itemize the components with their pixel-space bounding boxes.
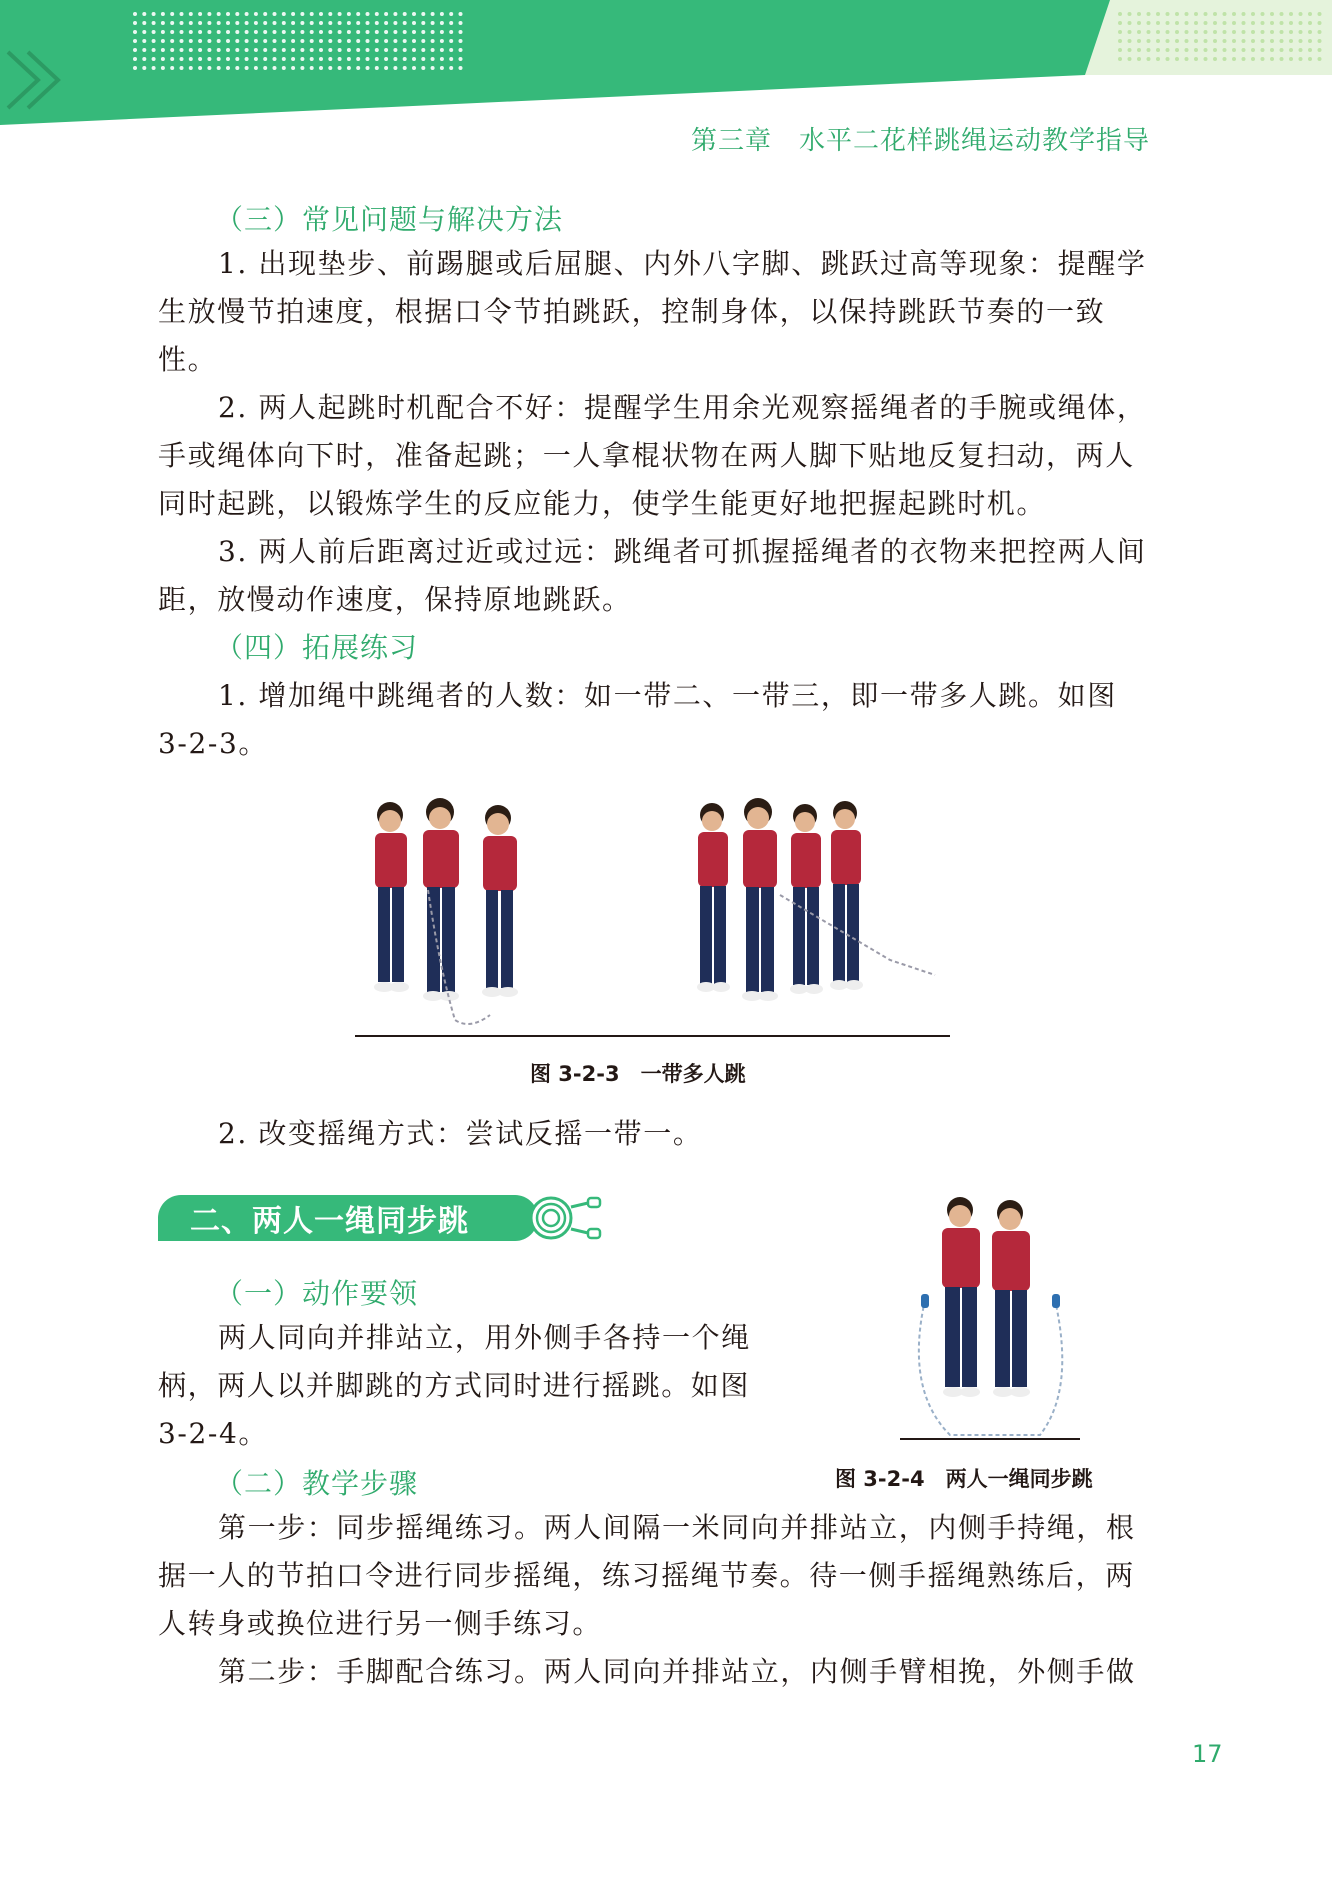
section-heading-common-problems: （三）常见问题与解决方法: [215, 203, 564, 236]
extension-paragraph-1: 1. 增加绳中跳绳者的人数：如一带二、一带三，即一带多人跳。如图 3-2-3。: [158, 679, 1117, 760]
section-heading-key-points: （一）动作要领: [215, 1277, 419, 1310]
problem-paragraph-3: 3. 两人前后距离过近或过远：跳绳者可抓握摇绳者的衣物来把控两人间距，放慢动作速度，保持原地跳跃。: [158, 535, 1147, 616]
figure-two-person-sync-jump-photo: [895, 1190, 1095, 1442]
left-group-three-jumpers: [374, 798, 518, 1024]
teaching-step-1: 第一步：同步摇绳练习。两人间隔一米同向并排站立，内侧手持绳，根据一人的节拍口令进行同步摇绳，练习摇绳节奏。待一侧手摇绳熟练后，两人转身或换位进行另一侧手练习。: [158, 1511, 1136, 1640]
section-title-two-person-sync-jump: 二、两人一绳同步跳: [190, 1204, 469, 1239]
problem-paragraph-2: 2. 两人起跳时机配合不好：提醒学生用余光观察摇绳者的手腕或绳体，手或绳体向下时，准备起跳；一人拿棍状物在两人脚下贴地反复扫动，两人同时起跳，以锻炼学生的反应能力，使学生能更好地把握起跳时机。: [158, 391, 1147, 520]
right-group-four-jumpers: [697, 798, 935, 1001]
key-points-paragraph: 两人同向并排站立，用外侧手各持一个绳柄，两人以并脚跳的方式同时进行摇跳。如图 3-2-4。: [158, 1321, 751, 1450]
section-heading-teaching-steps: （二）教学步骤: [215, 1467, 419, 1500]
teaching-step-2: 第二步：手脚配合练习。两人同向并排站立，内侧手臂相挽，外侧手做: [218, 1655, 1136, 1688]
figure-one-with-many-jump-photo: [350, 790, 960, 1040]
header-banner: [0, 0, 1332, 125]
problem-paragraph-1: 1. 出现垫步、前踢腿或后屈腿、内外八字脚、跳跃过高等现象：提醒学生放慢节拍速度，根据口令节拍跳跃，控制身体，以保持跳跃节奏的一致性。: [158, 247, 1147, 376]
figure-3-2-3-caption: 图 3-2-3 一带多人跳: [530, 1062, 746, 1086]
extension-paragraph-2: 2. 改变摇绳方式：尝试反摇一带一。: [218, 1117, 703, 1150]
jump-rope-coil-icon: [531, 1198, 600, 1238]
chapter-running-head: 第三章 水平二花样跳绳运动教学指导: [690, 126, 1150, 156]
figure-3-2-4-caption: 图 3-2-4 两人一绳同步跳: [835, 1467, 1093, 1491]
section-heading-extension: （四）拓展练习: [215, 631, 419, 664]
page-number: 17: [1192, 1740, 1223, 1768]
